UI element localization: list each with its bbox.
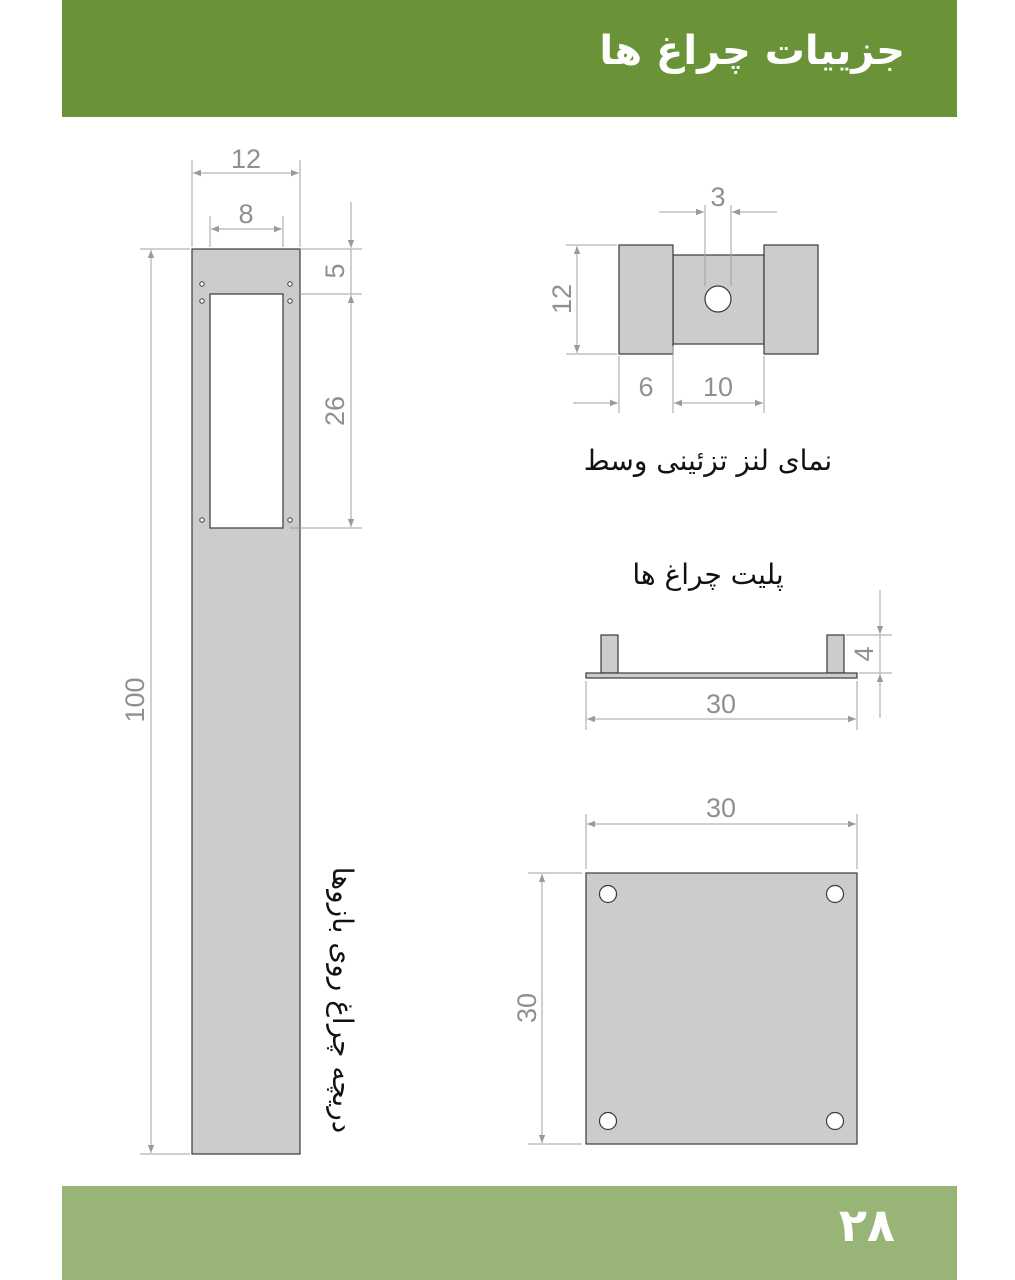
plate-right-tab	[827, 635, 844, 673]
post-window-height-label: 26	[320, 395, 350, 427]
plate-left-tab	[601, 635, 618, 673]
page-number: ۲۸	[838, 1198, 895, 1252]
post-top-margin-label: 5	[320, 263, 350, 279]
plate-side-drawing	[586, 558, 892, 730]
lens-caption: نمای لنز تزئینی وسط	[583, 444, 833, 477]
plate-top-width-label: 30	[705, 793, 737, 823]
lens-drawing	[547, 182, 832, 477]
plate-top-body	[586, 873, 857, 1144]
lens-side-width-label: 6	[638, 372, 654, 402]
post-caption: دریچه چراغ روی بازوها	[326, 866, 359, 1134]
plate-top-height-label: 30	[512, 992, 542, 1024]
plate-side-width-label: 30	[705, 689, 737, 719]
lens-hole-label: 3	[710, 182, 726, 212]
plate-height-label: 4	[849, 646, 879, 662]
plate-top-drawing	[512, 793, 857, 1144]
post-drawing	[120, 144, 362, 1154]
plate-side-base	[586, 673, 857, 678]
footer-band	[62, 1186, 957, 1280]
lens-height-label: 12	[547, 283, 577, 315]
lens-hole	[705, 286, 731, 312]
lens-center-width-label: 10	[702, 372, 734, 402]
lens-right-block	[764, 245, 818, 354]
page-title: جزییات چراغ ها	[599, 28, 905, 74]
post-window	[210, 294, 283, 528]
plate-caption: پلیت چراغ ها	[632, 558, 784, 591]
lens-left-block	[619, 245, 673, 354]
plate-side-dimension-lines	[586, 590, 892, 730]
post-width-label: 12	[230, 144, 262, 174]
post-window-width-label: 8	[238, 199, 254, 229]
post-total-height-label: 100	[120, 677, 150, 723]
